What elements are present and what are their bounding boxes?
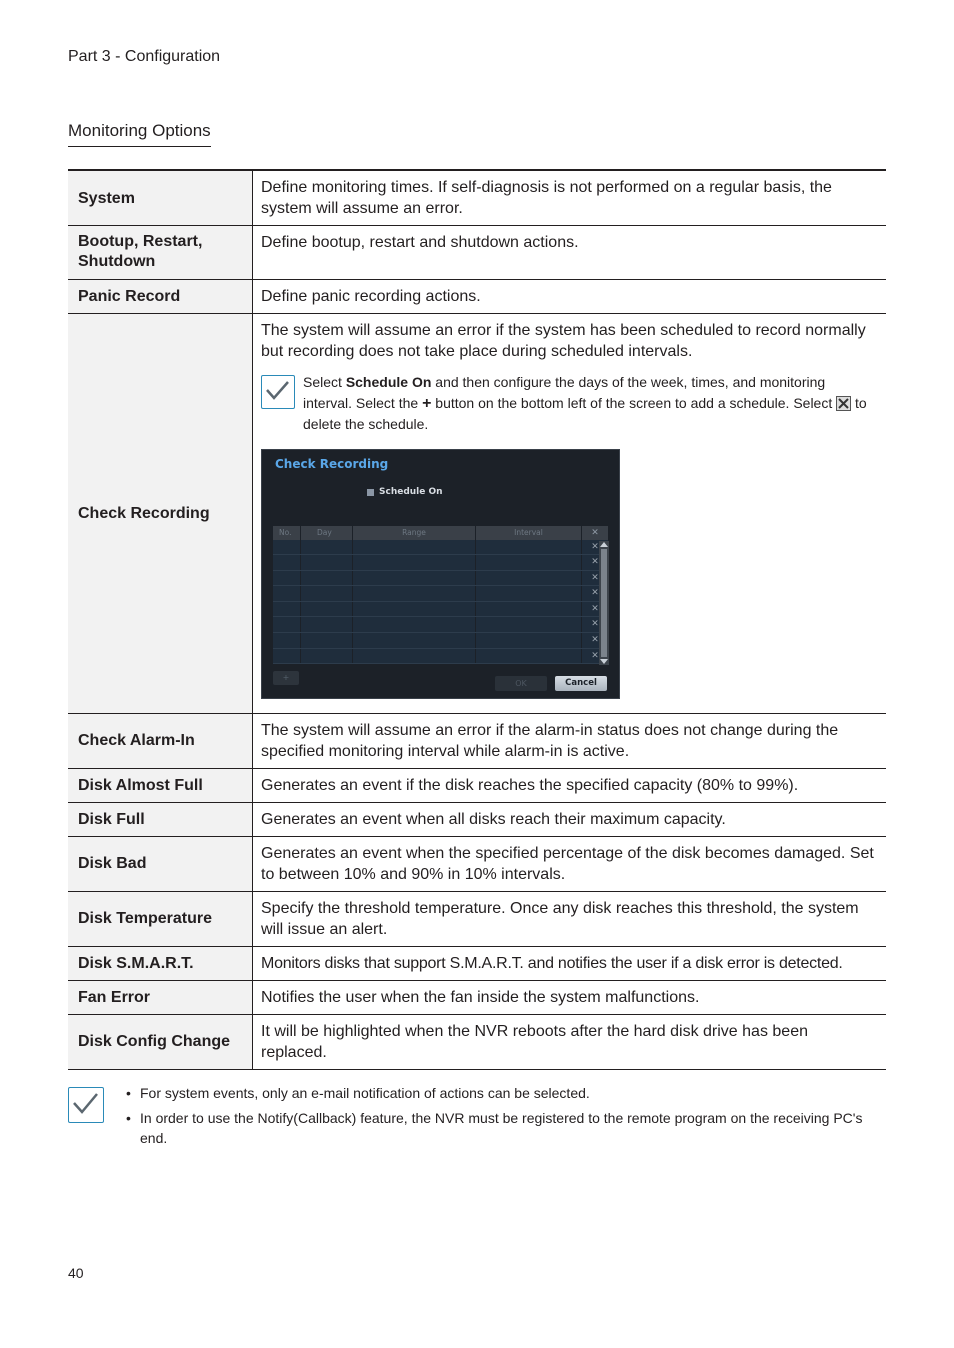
schedule-row: [273, 540, 609, 556]
schedule-row: [273, 649, 609, 665]
plus-icon: +: [422, 394, 432, 412]
grid-header: [273, 526, 609, 540]
option-description: Generates an event if the disk reaches the specified capacity (80% to 99%).: [253, 768, 887, 802]
table-row: [68, 768, 886, 802]
delete-x-icon: [836, 396, 851, 411]
schedule-grid: [273, 526, 609, 665]
option-name: Disk Bad: [68, 836, 253, 891]
delete-row-icon[interactable]: ✕: [582, 633, 609, 648]
option-description: The system will assume an error if the alarm-in status does not change during the specified monitoring interval while alarm-in is active.: [253, 713, 887, 768]
option-name: Disk Full: [68, 802, 253, 836]
schedule-on-label: Schedule On: [379, 486, 443, 497]
table-row: [68, 226, 886, 280]
checkmark-icon: [261, 375, 295, 409]
schedule-row: [273, 602, 609, 618]
dialog-title: Check Recording: [275, 456, 389, 471]
option-name: System: [68, 170, 253, 226]
scroll-up-icon[interactable]: [600, 542, 608, 547]
option-description: Define panic recording actions.: [253, 280, 887, 314]
table-row: [68, 980, 886, 1014]
monitoring-options-table: [68, 169, 886, 1070]
delete-all-icon[interactable]: ✕: [582, 526, 609, 540]
option-name: Fan Error: [68, 980, 253, 1014]
scroll-down-icon[interactable]: [600, 659, 608, 664]
option-description: Define bootup, restart and shutdown actions.: [253, 226, 887, 280]
option-description: Specify the threshold temperature. Once any disk reaches this threshold, the system will issue an alert.: [253, 891, 887, 946]
option-description: Define monitoring times. If self-diagnosis is not performed on a regular basis, the system will assume an error.: [253, 170, 887, 226]
checkmark-icon: [68, 1087, 104, 1123]
option-description: The system will assume an error if the system has been scheduled to record normally but recording does not take place during scheduled intervals.: [261, 322, 866, 360]
scrollbar-thumb[interactable]: [601, 549, 607, 657]
list-item: • For system events, only an e-mail notification of actions can be selected.: [126, 1085, 590, 1101]
delete-row-icon[interactable]: ✕: [582, 586, 609, 601]
option-name: Check Alarm-In: [68, 713, 253, 768]
table-row: [68, 314, 886, 714]
table-row: [68, 1014, 886, 1069]
ok-button[interactable]: OK: [495, 676, 547, 691]
page-header: Part 3 - Configuration: [68, 48, 221, 65]
option-name: Bootup, Restart, Shutdown: [68, 226, 253, 280]
option-name: Check Recording: [68, 314, 253, 714]
delete-row-icon[interactable]: ✕: [582, 602, 609, 617]
option-name: Disk Almost Full: [68, 768, 253, 802]
column-header: Interval: [476, 526, 582, 540]
check-recording-note: [261, 372, 878, 435]
delete-row-icon[interactable]: ✕: [582, 540, 609, 555]
column-header: No.: [273, 526, 301, 540]
delete-row-icon[interactable]: ✕: [582, 555, 609, 570]
option-description: Monitors disks that support S.M.A.R.T. and notifies the user if a disk error is detected.: [253, 946, 887, 980]
table-row: [68, 802, 886, 836]
delete-row-icon[interactable]: ✕: [582, 649, 609, 664]
option-description: Generates an event when all disks reach their maximum capacity.: [253, 802, 887, 836]
table-row: [68, 836, 886, 891]
schedule-on-bold: Schedule On: [345, 374, 432, 390]
delete-row-icon[interactable]: ✕: [582, 571, 609, 586]
schedule-row: [273, 555, 609, 571]
checkbox-icon: [367, 489, 374, 496]
add-schedule-button[interactable]: +: [273, 671, 299, 685]
option-name: Disk Temperature: [68, 891, 253, 946]
schedule-row: [273, 633, 609, 649]
note-list: [104, 1083, 886, 1153]
schedule-row: [273, 586, 609, 602]
table-row: [68, 891, 886, 946]
delete-row-icon[interactable]: ✕: [582, 617, 609, 632]
scrollbar[interactable]: [599, 541, 609, 665]
option-name: Disk S.M.A.R.T.: [68, 946, 253, 980]
schedule-on-checkbox[interactable]: [367, 482, 443, 503]
column-header: Range: [353, 526, 476, 540]
page-number: 40: [68, 1265, 84, 1281]
list-item: • In order to use the Notify(Callback) feature, the NVR must be registered to the remote program on the receiving PC's end.: [126, 1110, 863, 1146]
option-description: Generates an event when the specified percentage of the disk becomes damaged. Set to between 10% and 90% in 10% intervals.: [253, 836, 887, 891]
note-text: Select Schedule On and then configure the days of the week, times, and monitoring interval. Select the + button on the bottom left of the screen to add a schedule. Select to delete the schedule.: [303, 374, 867, 432]
option-description: It will be highlighted when the NVR reboots after the hard disk drive has been replaced.: [253, 1014, 887, 1069]
bottom-note: [68, 1083, 886, 1153]
option-description-cell: [253, 314, 887, 714]
option-name: Panic Record: [68, 280, 253, 314]
option-name: Disk Config Change: [68, 1014, 253, 1069]
section-title: Monitoring Options: [68, 121, 211, 147]
cancel-button[interactable]: Cancel: [555, 676, 607, 691]
schedule-row: [273, 617, 609, 633]
column-header: Day: [301, 526, 353, 540]
schedule-row: [273, 571, 609, 587]
table-row: [68, 946, 886, 980]
option-description: Notifies the user when the fan inside the system malfunctions.: [253, 980, 887, 1014]
table-row: [68, 170, 886, 226]
check-recording-dialog-screenshot: [261, 449, 620, 699]
table-row: [68, 280, 886, 314]
table-row: [68, 713, 886, 768]
